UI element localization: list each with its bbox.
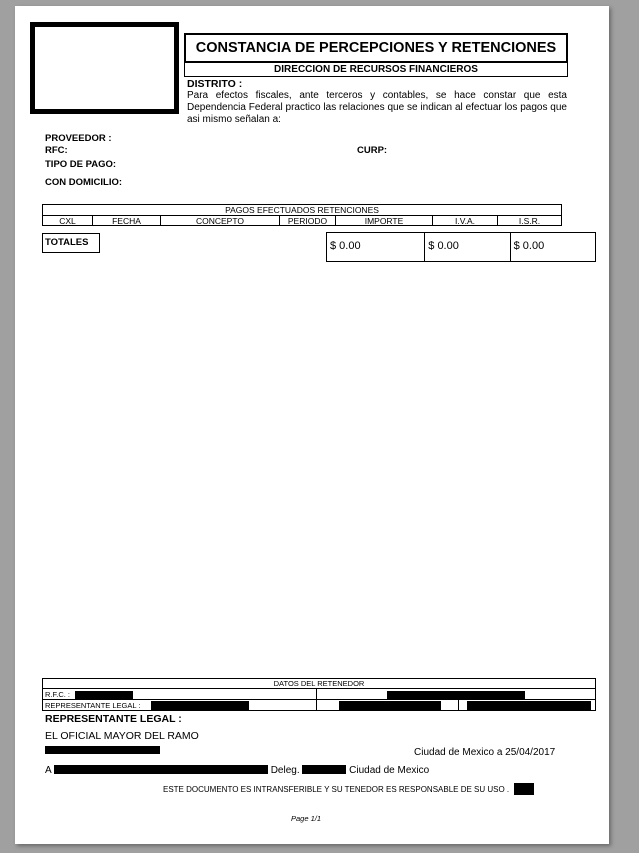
totales-values — [326, 232, 596, 262]
domicilio-label: CON DOMICILIO: — [45, 177, 123, 188]
rep-legal-label: REPRESENTANTE LEGAL : — [45, 713, 182, 725]
addr-city: Ciudad de Mexico — [349, 765, 430, 776]
retenedor-title: DATOS DEL RETENEDOR — [43, 679, 595, 689]
totales-label: TOTALES — [42, 233, 100, 253]
total-importe: $ 0.00 — [327, 233, 425, 261]
col-isr: I.S.R. — [518, 216, 541, 226]
total-iva: $ 0.00 — [425, 233, 510, 261]
pagos-table-header — [42, 204, 562, 226]
address-line — [45, 765, 429, 776]
document-page — [15, 6, 609, 844]
retenedor-rfc-label: R.F.C. : — [45, 690, 71, 699]
proveedor-label: PROVEEDOR : — [45, 133, 112, 144]
pagos-title: PAGOS EFECTUADOS RETENCIONES — [43, 205, 561, 216]
rfc-label: RFC: — [45, 145, 68, 156]
redaction-bar — [151, 701, 249, 710]
retenedor-rep-extra-cell — [459, 700, 595, 711]
distrito-label: DISTRITO : — [187, 78, 243, 90]
retenedor-rfc-value-cell — [317, 689, 595, 699]
document-subtitle: DIRECCION DE RECURSOS FINANCIEROS — [184, 61, 568, 77]
col-concepto: CONCEPTO — [161, 216, 280, 226]
fecha-text: Ciudad de Mexico a 25/04/2017 — [414, 747, 556, 758]
logo-placeholder — [30, 22, 179, 114]
retenedor-row-rep — [43, 700, 595, 711]
redaction-bar — [75, 691, 133, 699]
redaction-bar — [54, 765, 268, 774]
retenedor-rep-cell — [43, 700, 317, 711]
redaction-bar — [514, 783, 534, 795]
redaction-bar — [302, 765, 346, 774]
col-periodo: PERIODO — [280, 216, 336, 226]
addr-prefix: A — [45, 765, 52, 776]
intro-text: Para efectos fiscales, ante terceros y contables, se hace constar que esta Dependencia Federal practico las relaciones que se indican al efectuar los pagos que asi mismo señalan a: — [187, 90, 567, 125]
curp-label: CURP: — [357, 145, 388, 156]
total-isr: $ 0.00 — [513, 240, 545, 252]
tipo-pago-label: TIPO DE PAGO: — [45, 159, 117, 170]
retenedor-rfc-cell — [43, 689, 317, 699]
col-cxl: CXL — [43, 216, 93, 226]
retenedor-table — [42, 678, 596, 711]
transfer-note — [163, 783, 534, 795]
redaction-bar — [339, 701, 441, 710]
retenedor-row-rfc — [43, 689, 595, 700]
col-importe: IMPORTE — [336, 216, 433, 226]
col-fecha: FECHA — [93, 216, 161, 226]
retenedor-rep-label: REPRESENTANTE LEGAL : — [45, 701, 141, 710]
oficial-text: EL OFICIAL MAYOR DEL RAMO — [45, 730, 199, 742]
redaction-bar — [45, 746, 160, 754]
retenedor-rep-value-cell — [317, 700, 459, 711]
transfer-note-text: ESTE DOCUMENTO ES INTRANSFERIBLE Y SU TENEDOR ES RESPONSABLE DE SU USO . — [163, 785, 510, 794]
page-number: Page 1/1 — [291, 814, 322, 823]
col-iva: I.V.A. — [433, 216, 498, 226]
redaction-bar — [387, 691, 525, 699]
redaction-bar — [467, 701, 591, 710]
addr-deleg: Deleg. — [270, 765, 300, 776]
pagos-columns — [43, 216, 561, 226]
document-title: CONSTANCIA DE PERCEPCIONES Y RETENCIONES — [184, 33, 568, 63]
